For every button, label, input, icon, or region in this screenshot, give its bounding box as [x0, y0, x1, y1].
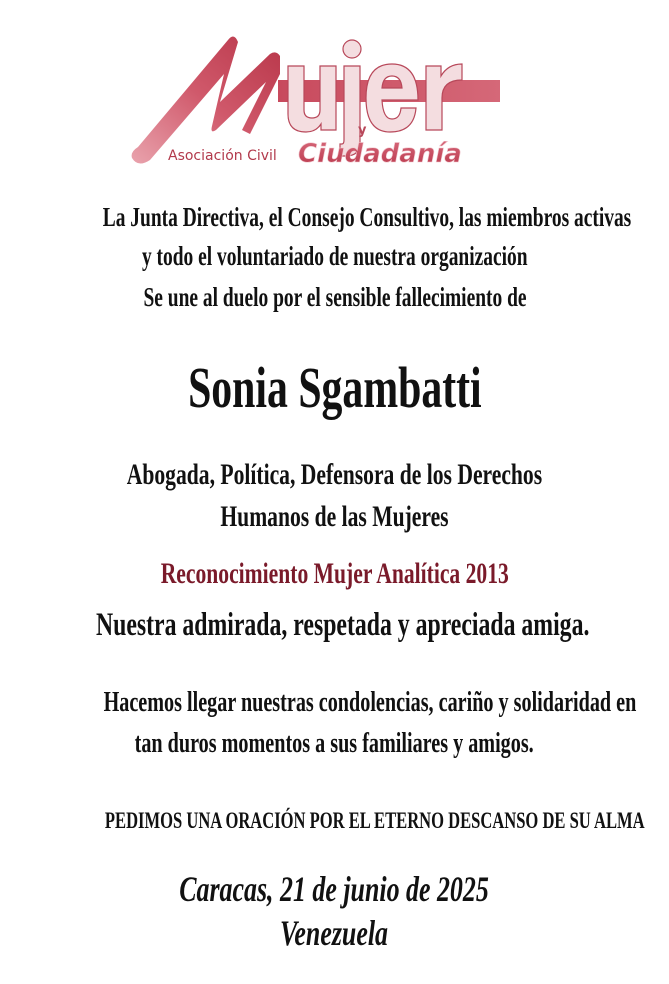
prayer-text: PEDIMOS UNA ORACIÓN POR EL ETERNO DESCANSO DE SU ALMA — [104, 808, 645, 833]
intro-line-3 — [0, 282, 669, 313]
intro-text-1: La Junta Directiva, el Consejo Consultivo, las miembros activas — [102, 202, 632, 232]
titles-line-2 — [0, 500, 669, 534]
country-text: Venezuela — [280, 913, 389, 953]
award-text: Reconocimiento Mujer Analítica 2013 — [160, 557, 509, 590]
place-date-text: Caracas, 21 de junio de 2025 — [179, 869, 490, 909]
country-line — [0, 912, 669, 954]
titles-line-1 — [0, 458, 669, 492]
intro-line-2 — [0, 241, 669, 272]
friend-line — [0, 607, 669, 644]
svg-text:y: y — [358, 123, 367, 138]
award-line — [0, 557, 669, 591]
deceased-name-text: Sonia Sgambatti — [187, 355, 482, 420]
intro-line-1 — [0, 202, 669, 233]
deceased-name — [0, 354, 669, 421]
titles-text-1: Abogada, Política, Defensora de los Derechos — [126, 458, 543, 491]
condolences-line-2 — [0, 728, 669, 760]
prayer-line — [0, 808, 669, 834]
organization-logo — [120, 22, 520, 172]
svg-text:Ciudadanía: Ciudadanía — [298, 139, 462, 169]
intro-text-3: Se une al duelo por el sensible fallecimiento de — [142, 282, 527, 312]
condolences-line-1 — [0, 687, 669, 719]
mujer-y-ciudadania-logo-icon — [120, 22, 520, 172]
condolences-text-2: tan duros momentos a sus familiares y amigos. — [134, 728, 535, 759]
place-date-line — [0, 868, 669, 910]
intro-text-2: y todo el voluntariado de nuestra organización — [141, 241, 528, 271]
condolences-text-1: Hacemos llegar nuestras condolencias, cariño y solidaridad en — [103, 687, 637, 718]
svg-text:Asociación Civil: Asociación Civil — [168, 148, 277, 164]
titles-text-2: Humanos de las Mujeres — [220, 500, 449, 533]
friend-text: Nuestra admirada, respetada y apreciada amiga. — [95, 607, 590, 643]
